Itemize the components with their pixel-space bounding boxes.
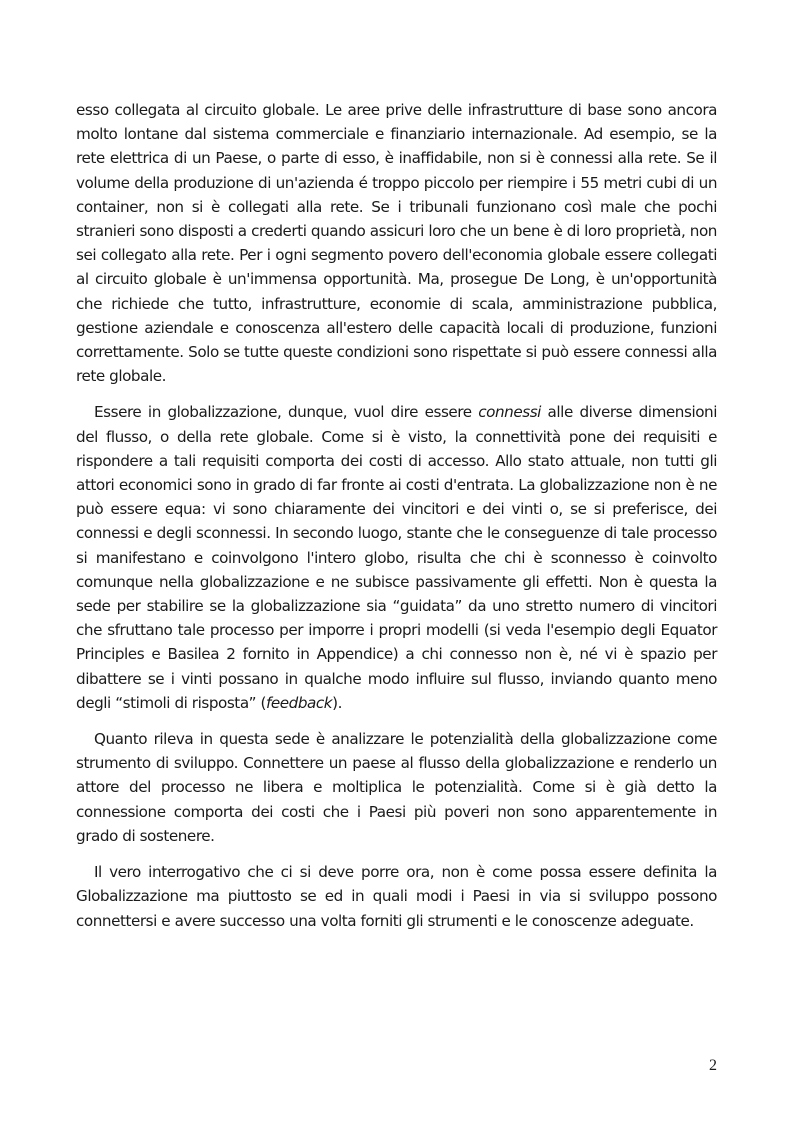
body-text bbox=[76, 98, 717, 933]
paragraph-3 bbox=[76, 727, 717, 848]
paragraph-3-text: Quanto rileva in questa sede è analizzare le potenzialità della globalizzazione come strumento di sviluppo. Connettere un paese al flusso della globalizzazione e renderlo un attore del processo ne libera e moltiplica le potenzialità. Come si è già detto la connessione comporta dei costi che i Paesi più poveri non sono apparentemente in grado di sostenere. bbox=[76, 730, 717, 845]
paragraph-1 bbox=[76, 98, 717, 388]
paragraph-4 bbox=[76, 860, 717, 933]
paragraph-2 bbox=[76, 400, 717, 715]
paragraph-2-text-b: alle diverse dimensioni del flusso, o della rete globale. Come si è visto, la connettività pone dei requisiti e rispondere a tali requisiti comporta dei costi di accesso. Allo stato attuale, non tutti gli attori economici sono in grado di far fronte ai costi d'entrata. La globalizzazione non è ne può essere equa: vi sono chiaramente dei vincitori e dei vinti o, se si preferisce, dei connessi e degli sconnessi. In secondo luogo, stante che le conseguenze di tale processo si manifestano e coinvolgono l'intero globo, risulta che chi è sconnesso è coinvolto comunque nella globalizzazione e ne subisce passivamente gli effetti. Non è questa la sede per stabilire se la globalizzazione sia “guidata” da uno stretto numero di vincitori che sfruttano tale processo per imporre i propri modelli (si veda l'esempio degli Equator Principles e Basilea 2 fornito in Appendice) a chi connesso non è, né vi è spazio per dibattere se i vinti possano in qualche modo influire sul flusso, inviando quanto meno degli “stimoli di risposta” ( bbox=[76, 403, 717, 712]
paragraph-2-text-c: ). bbox=[332, 693, 342, 712]
paragraph-2-italic-connessi: connessi bbox=[478, 403, 541, 422]
paragraph-4-text: Il vero interrogativo che ci si deve porre ora, non è come possa essere definita la Globalizzazione ma piuttosto se ed in quali modi i Paesi in via si sviluppo possono connettersi e avere successo una volta forniti gli strumenti e le conoscenze adeguate. bbox=[76, 863, 717, 930]
paragraph-1-text: esso collegata al circuito globale. Le aree prive delle infrastrutture di base sono ancora molto lontane dal sistema commerciale e finanziario internazionale. Ad esempio, se la rete elettrica di un Paese, o parte di esso, è inaffidabile, non si è connessi alla rete. Se il volume della produzione di un'azienda é troppo piccolo per riempire i 55 metri cubi di un container, non si è collegati alla rete. Se i tribunali funzionano così male che pochi stranieri sono disposti a crederti quando assicuri loro che un bene è di loro proprietà, non sei collegato alla rete. Per i ogni segmento povero dell'economia globale essere collegati al circuito globale è un'immensa opportunità. Ma, prosegue De Long, è un'opportunità che richiede che tutto, infrastrutture, economie di scala, amministrazione pubblica, gestione aziendale e conoscenza all'estero delle capacità locali di produzione, funzioni correttamente. Solo se tutte queste condizioni sono rispettate si può essere connessi alla rete globale. bbox=[76, 101, 717, 386]
paragraph-2-text-a: Essere in globalizzazione, dunque, vuol dire essere bbox=[94, 403, 479, 422]
paragraph-2-italic-feedback: feedback bbox=[265, 693, 333, 712]
page-number: 2 bbox=[709, 1057, 717, 1074]
